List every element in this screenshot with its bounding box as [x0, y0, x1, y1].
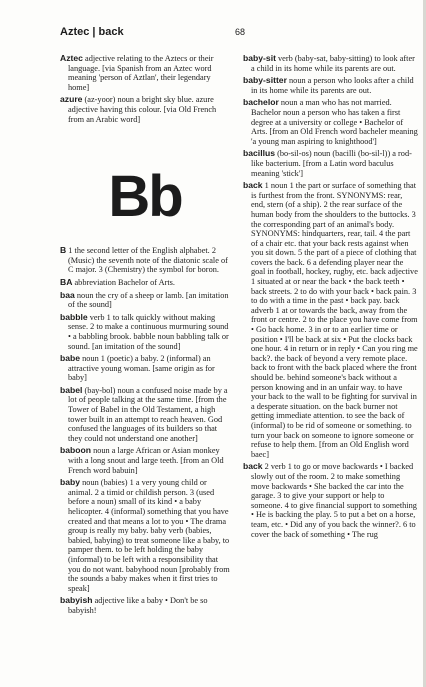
entry-headword: azure	[60, 94, 83, 105]
page-header	[60, 26, 406, 42]
dictionary-entry	[60, 313, 230, 351]
entry-definition: noun a large African or Asian monkey with a long snout and large teeth. [from an Old French word babuin]	[68, 446, 224, 475]
dictionary-entry	[60, 446, 230, 475]
dictionary-entry	[243, 149, 418, 178]
dictionary-entry	[60, 291, 230, 310]
entry-definition: (bay-bol) noun a confused noise made by a lot of people talking at the same time. [from the Tower of Babel in the Old Testament, a high tower built in an attempt to reach heaven. God confused the languages of its builders so that they could not understand one another]	[68, 385, 228, 443]
entry-headword: Aztec	[60, 53, 83, 63]
entry-definition: abbreviation Bachelor of Arts.	[74, 277, 175, 287]
entry-definition: noun the cry of a sheep or lamb. [an imitation of the sound]	[68, 290, 229, 310]
dictionary-entry	[60, 95, 230, 124]
entry-definition: 1 the second letter of the English alphabet. 2 (Music) the seventh note of the diatonic scale of C major. 3 (Chemistry) the symbol for boron.	[68, 246, 228, 275]
dictionary-entry	[60, 386, 230, 444]
dictionary-entry	[243, 98, 418, 146]
dictionary-entry	[60, 478, 230, 593]
entry-definition: verb (baby-sat, baby-sitting) to look after a child in its home while its parents are out.	[251, 54, 415, 73]
entry-definition: adjective like a baby • Don't be so babyish!	[68, 596, 208, 615]
dictionary-entry	[60, 596, 230, 615]
entry-definition: noun a person who looks after a child in its home while its parents are out.	[251, 76, 414, 95]
dictionary-entry	[60, 278, 230, 288]
entry-definition: 2 verb 1 to go or move backwards • I backed slowly out of the room. 2 to make something move backwards • She backed the car into the garage. 3 to give your support or help to someone. 4 to give financial support to something • He is backing the play. 5 to put a bet on a horse, team, etc. • Did any of you back the winner?. 6 to cover the back of something • The rug	[251, 462, 417, 539]
entry-definition: (bo-sil-os) noun (bacilli (bo-sil-l)) a rod-like bacterium. [from a Latin word baculus meaning 'stick']	[251, 149, 412, 178]
entry-headword: babel	[60, 384, 83, 395]
section-letter: Bb	[108, 164, 182, 230]
entry-headword: babyish	[60, 595, 93, 606]
entry-headword: baby	[60, 477, 81, 488]
entry-headword: back	[243, 180, 263, 191]
entry-headword: baa	[60, 289, 75, 300]
entry-headword: bacillus	[243, 148, 275, 159]
entry-headword: baby-sitter	[243, 75, 287, 86]
entry-headword: back	[243, 461, 263, 472]
entry-headword: babe	[60, 353, 81, 364]
entry-headword: babble	[60, 311, 88, 322]
dictionary-entry	[60, 54, 230, 92]
entry-definition: (az-yoor) noun a bright sky blue. azure adjective having this colour. [via Old French from an Arabic word]	[68, 95, 217, 124]
entry-definition: adjective relating to the Aztecs or their language. [via Spanish from an Aztec word meaning 'person of Aztlan', their legendary home]	[68, 54, 214, 92]
entry-definition: 1 noun 1 the part or surface of something that is furthest from the front. SYNONYMS: rear, end, stern (of a ship). 2 the rear surface of the human body from the shoulders to the buttocks. 3 the corresponding part of an animal's body. SYNONYMS: hindquarters, rear, tail. 4 the part of a chair etc. that your back rests against when you sit down. 5 the part of a piece of clothing that covers the back. 6 a defending player near the goal in football, hockey, rugby, etc. back adjective 1 situated at or near the back • the back teeth • back streets. 2 to do with your back • back pain. 3 to do with a time in the past • back pay. back adverb 1 at or towards the back, away from the front or centre. 2 to the place you have come from • Go back home. 3 in or to an earlier time or position • I'll be back at six • Put the clocks back one hour. 4 in return or in reply • Can you ring me back?. the back of beyond a very remote place. back to front with the back placed where the front should be. behind someone's back without a person knowing and in an unfair way. to have your back to the wall to be fighting for survival in a desperate situation. on the back burner not getting immediate attention. to see the back of (informal) to be rid of someone or something. to turn your back on someone to ignore someone or refuse to help them. [from an Old English word baec]	[251, 181, 418, 459]
dictionary-entry	[60, 354, 230, 383]
entry-headword: BA	[60, 276, 73, 287]
entry-headword: B	[60, 245, 67, 256]
dictionary-entry	[243, 54, 418, 73]
entry-definition: noun (babies) 1 a very young child or animal. 2 a timid or childish person. 3 (used before a noun) small of its kind • a baby helicopter. 4 (informal) something that you have created and that means a lot to you • The drama group is really my baby. baby verb (babies, babied, babying) to treat someone like a baby, to pamper them. to be left holding the baby (informal) to be left with a responsibility that you do not want. babyhood noun [probably from the sounds a baby makes when it first tries to speak]	[68, 478, 230, 593]
dictionary-entry	[243, 181, 418, 459]
entry-definition: noun a man who has not married. Bachelor noun a person who has taken a first degree at a university or college • Bachelor of Arts. [from an Old French word bacheler meaning 'a young man aspiring to knighthood']	[251, 98, 418, 146]
dictionary-entry	[60, 246, 230, 275]
dictionary-entry	[243, 76, 418, 95]
entry-headword: bachelor	[243, 97, 279, 108]
entry-headword: baboon	[60, 445, 92, 456]
entry-definition: verb 1 to talk quickly without making sense. 2 to make a continuous murmuring sound • a babbling brook. babble noun babbling talk or sound. [an imitation of the sound]	[68, 312, 229, 351]
entry-headword: baby-sit	[243, 53, 276, 63]
page-number: 68	[235, 27, 246, 37]
dictionary-entry	[243, 462, 418, 539]
guide-word: Aztec | back	[60, 26, 124, 38]
right-column	[243, 54, 418, 542]
entry-definition: noun 1 (poetic) a baby. 2 (informal) an attractive young woman. [same origin as for baby]	[68, 354, 215, 383]
left-column	[60, 54, 230, 619]
